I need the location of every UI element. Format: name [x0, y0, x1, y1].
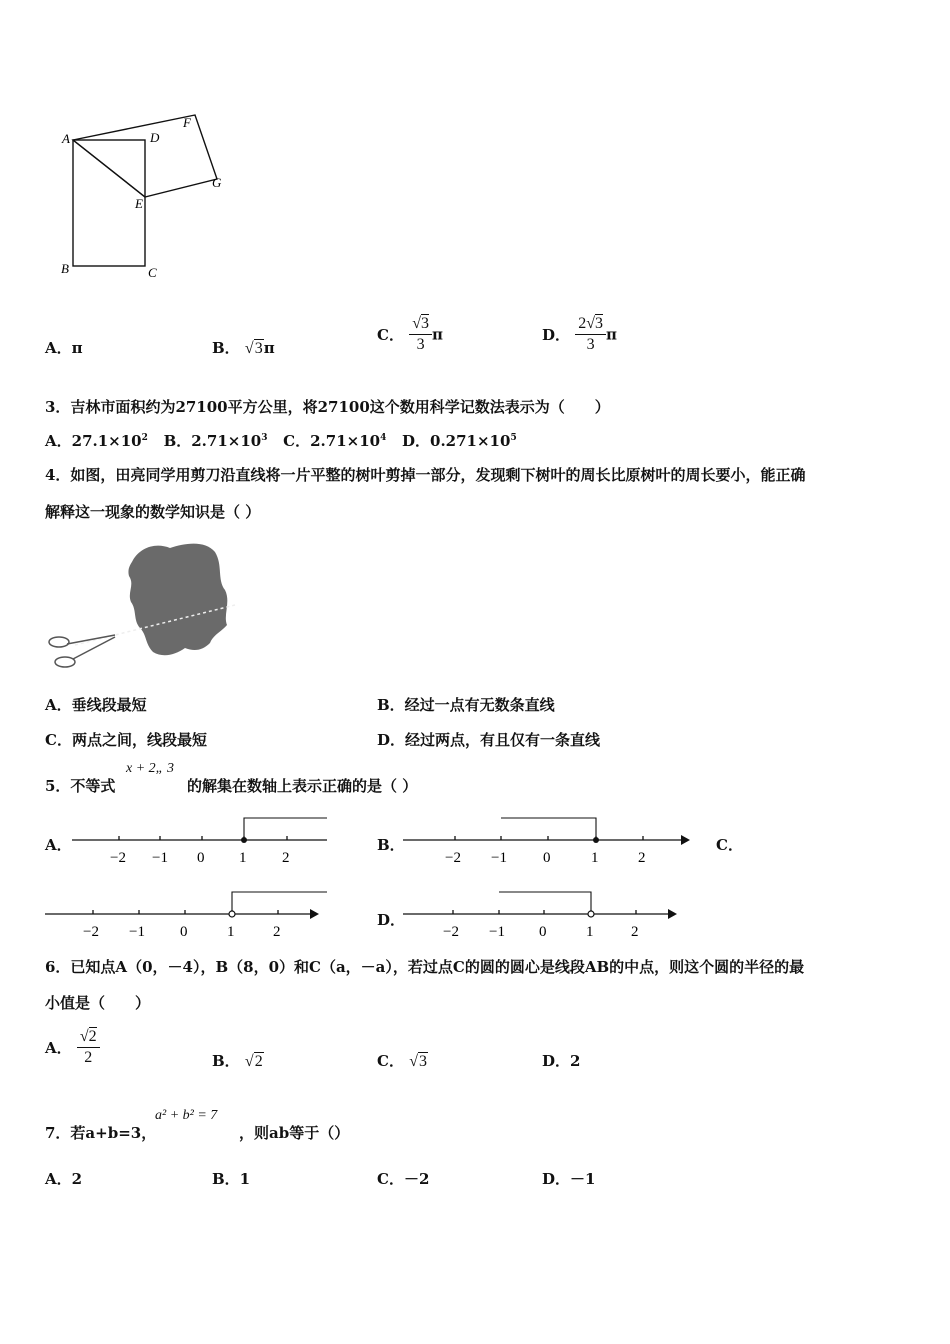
number-line-b [403, 812, 693, 868]
q6-option-c[interactable] [377, 1050, 428, 1071]
tick-label: −2 [443, 924, 459, 940]
option-tail: π [431, 325, 443, 344]
tick-label: 0 [543, 850, 551, 866]
q3-options [45, 430, 517, 451]
tick-label: −1 [491, 850, 507, 866]
tick-label: −1 [129, 924, 145, 940]
q3-option-c[interactable]: C．$2.71\times 10^4$ [283, 432, 387, 450]
q2-option-c[interactable] [377, 314, 443, 355]
q7-option-b[interactable]: B．1 [212, 1170, 251, 1188]
number-line-c [45, 886, 330, 942]
option-letter: A． [45, 339, 72, 357]
q3-stem: 3．吉林市面积约为27100平方公里，将27100这个数用科学记数法表示为（ ） [45, 398, 610, 416]
tick-label: −1 [489, 924, 505, 940]
q3-option-a[interactable]: A．$27.1\times 10^2$ [45, 432, 148, 450]
q3-option-b[interactable]: B．$2.71\times 10^3$ [163, 432, 268, 450]
q6-stem-line1: 6．已知点A（0，－4），B（8，0）和C（a，－a），若过点C的圆的圆心是线段AB的中点，则这个圆的半径的最 [45, 958, 805, 976]
q6-stem-line2: 小值是（ ） [45, 994, 151, 1012]
fraction: $\frac{2√3}{3}$ [575, 314, 606, 355]
tick-label: 1 [239, 850, 247, 866]
tick-label: −2 [110, 850, 126, 866]
q2-option-a[interactable] [45, 337, 83, 358]
q6-option-b[interactable] [212, 1050, 264, 1071]
q5-option-c-label[interactable]: C． [716, 836, 743, 854]
q5-option-b-label[interactable]: B． [377, 836, 405, 854]
option-letter: A． [45, 1039, 72, 1057]
option-tail: π [263, 339, 275, 357]
sqrt-expression: √3 [409, 1053, 427, 1070]
q4-stem-line2: 解释这一现象的数学知识是（ ） [45, 503, 261, 521]
tick-label: −2 [445, 850, 461, 866]
tick-label: −1 [152, 850, 168, 866]
label-b: B [61, 261, 69, 276]
label-e: E [135, 196, 143, 211]
q5-option-a-label[interactable]: A． [45, 836, 72, 854]
tick-label: 1 [591, 850, 599, 866]
sqrt-expression: √3 [244, 340, 263, 357]
tick-label: −2 [83, 924, 99, 940]
q7-stem-post: ，则ab等于（） [239, 1124, 350, 1142]
q7-option-c[interactable]: C．－2 [377, 1170, 430, 1188]
solid-endpoint [241, 837, 247, 843]
tick-label: 0 [180, 924, 188, 940]
q4-option-d[interactable]: D．经过两点，有且仅有一条直线 [377, 731, 601, 749]
tick-label: 2 [282, 850, 290, 866]
label-d: D [150, 130, 160, 145]
option-letter: C． [377, 1052, 404, 1070]
option-letter: C． [377, 326, 404, 344]
q6-option-d[interactable]: D．2 [542, 1052, 581, 1070]
tick-label: 2 [631, 924, 639, 940]
label-c: C [148, 265, 157, 280]
tick-label: 1 [227, 924, 235, 940]
option-letter: D． [542, 326, 571, 344]
q7-stem-pre: 7．若a+b=3， [45, 1124, 157, 1142]
sqrt-expression: √2 [244, 1053, 263, 1070]
label-g: G [212, 175, 222, 190]
leaf-scissors-image [45, 540, 245, 680]
number-line-a [72, 812, 332, 868]
q5-stem-post: 的解集在数轴上表示正确的是（ ） [187, 777, 418, 795]
tick-label: 2 [638, 850, 646, 866]
open-endpoint [588, 911, 594, 917]
q5-inequality: x + 2„ 3 [126, 761, 174, 776]
number-line-d [403, 886, 688, 942]
q6-option-a[interactable] [45, 1027, 100, 1068]
geometry-figure [55, 105, 240, 285]
solid-endpoint [593, 837, 599, 843]
q4-option-a[interactable]: A．垂线段最短 [45, 696, 147, 714]
q2-option-b[interactable] [212, 337, 275, 358]
tick-label: 1 [586, 924, 594, 940]
option-tail: π [606, 325, 618, 344]
q3-option-d[interactable]: D．$0.271\times 10^5$ [402, 432, 517, 450]
option-value: π [71, 339, 83, 357]
q5-option-d-label[interactable]: D． [377, 911, 406, 929]
q2-option-d[interactable] [542, 314, 617, 355]
q7-formula: a² + b² = 7 [155, 1108, 218, 1123]
tick-label: 2 [273, 924, 281, 940]
q7-option-d[interactable]: D．－1 [542, 1170, 596, 1188]
leaf-shape [128, 544, 227, 656]
q4-option-b[interactable]: B．经过一点有无数条直线 [377, 696, 555, 714]
tick-label: 0 [197, 850, 205, 866]
q7-option-a[interactable]: A．2 [45, 1170, 83, 1188]
tick-label: 0 [539, 924, 547, 940]
fraction: $\frac{√2}{2}$ [77, 1027, 100, 1068]
fraction: $\frac{√3}{3}$ [409, 314, 432, 355]
label-f: F [183, 115, 191, 130]
scissors-icon [49, 635, 115, 667]
q4-stem-line1: 4．如图，田亮同学用剪刀沿直线将一片平整的树叶剪掉一部分，发现剩下树叶的周长比原树叶的周长要小，能正确 [45, 466, 806, 484]
option-letter: B． [212, 1052, 240, 1070]
option-letter: B． [212, 339, 240, 357]
open-endpoint [229, 911, 235, 917]
q5-stem-pre: 5．不等式 [45, 777, 116, 795]
q4-option-c[interactable]: C．两点之间，线段最短 [45, 731, 207, 749]
label-a: A [62, 131, 70, 146]
